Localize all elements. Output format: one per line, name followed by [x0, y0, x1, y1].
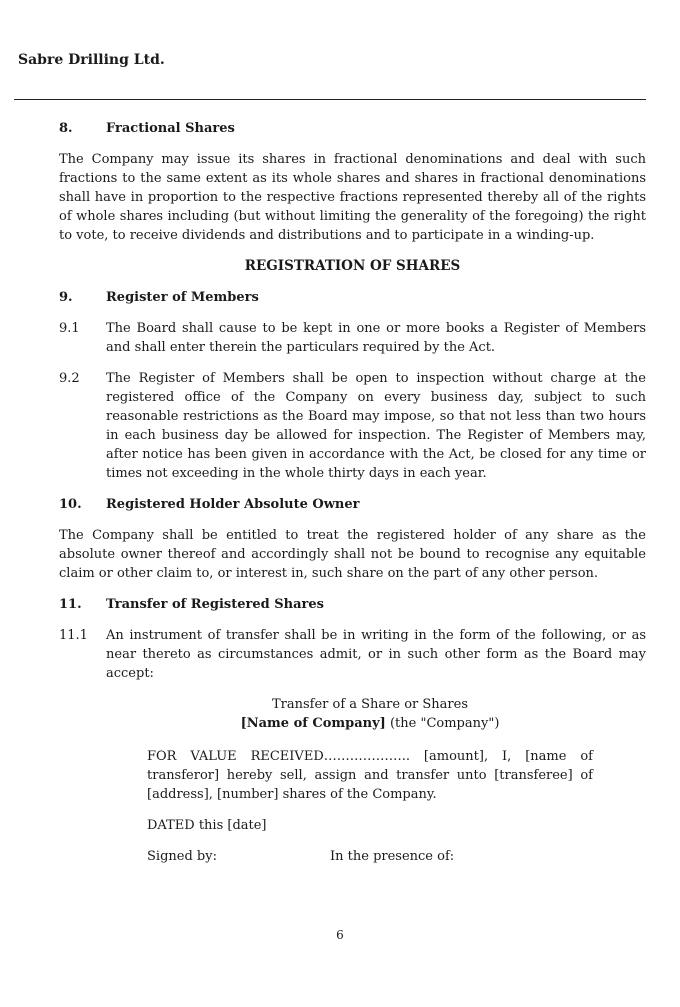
section-number: 10.: [59, 497, 82, 512]
section-number: 8.: [59, 121, 73, 136]
signed-by-label: Signed by:: [147, 849, 217, 864]
section-10-heading: [59, 495, 646, 514]
clause-text: The Register of Members shall be open to inspection without charge at the registered office of the Company on every business day, subject to such reasonable restrictions as the Board may impose, so that not less than two hours in each business day be allowed for inspection. The Register of Members may, after notice has been given in accordance with the Act, be closed for any time or times not exceeding in the whole thirty days in each year.: [106, 371, 646, 481]
section-11-heading: [59, 595, 646, 614]
section-number: 11.: [59, 597, 82, 612]
value-received-paragraph: FOR VALUE RECEIVED……………….. [amount], I, [name of transferor] hereby sell, assign and transfer unto [transferee] of [address], [number] shares of the Company.: [147, 749, 593, 802]
section-title: Transfer of Registered Shares: [106, 597, 324, 612]
section-number: 9.: [59, 290, 73, 305]
section-8-body: The Company may issue its shares in fractional denominations and deal with such fractions to the same extent as its whole shares and shares in fractional denominations shall have in proportion to the respective fractions represented thereby all of the rights of whole shares including (but without limiting the generality of the foregoing) the right to vote, to receive dividends and distributions and to participate in a winding-up.: [59, 152, 646, 243]
form-title-line2: [147, 714, 593, 733]
section-title: Register of Members: [106, 290, 259, 305]
company-header: Sabre Drilling Ltd.: [18, 52, 165, 68]
clause-number: 11.1: [59, 628, 88, 643]
clause-9-2: [59, 369, 646, 483]
clause-number: 9.2: [59, 371, 80, 386]
page-number: 6: [336, 928, 344, 942]
form-title: [147, 695, 593, 733]
dated-line: DATED this [date]: [147, 818, 267, 833]
header-rule: [14, 99, 646, 100]
part-title: REGISTRATION OF SHARES: [244, 258, 461, 274]
clause-text: An instrument of transfer shall be in writing in the form of the following, or as near thereto as circumstances admit, or in such other form as the Board may accept:: [106, 628, 646, 681]
clause-text: The Board shall cause to be kept in one or more books a Register of Members and shall enter therein the particulars required by the Act.: [106, 321, 646, 355]
section-10-body: The Company shall be entitled to treat the registered holder of any share as the absolute owner thereof and accordingly shall not be bound to recognise any equitable claim or other claim to, or interest in, such share on the part of any other person.: [59, 528, 646, 581]
clause-9-1: [59, 319, 646, 357]
transfer-form: [147, 695, 593, 866]
presence-label: In the presence of:: [330, 849, 455, 864]
page-content: [59, 119, 646, 866]
form-title-line1: Transfer of a Share or Shares: [271, 697, 469, 712]
clause-11-1: [59, 626, 646, 683]
clause-number: 9.1: [59, 321, 80, 336]
section-title: Registered Holder Absolute Owner: [106, 497, 360, 512]
company-name-placeholder: [Name of Company]: [240, 716, 386, 731]
section-title: Fractional Shares: [106, 121, 235, 136]
section-9-heading: [59, 288, 646, 307]
company-defined-term: (the "Company"): [385, 716, 500, 731]
section-8-heading: [59, 119, 646, 138]
signature-row: [147, 847, 593, 866]
